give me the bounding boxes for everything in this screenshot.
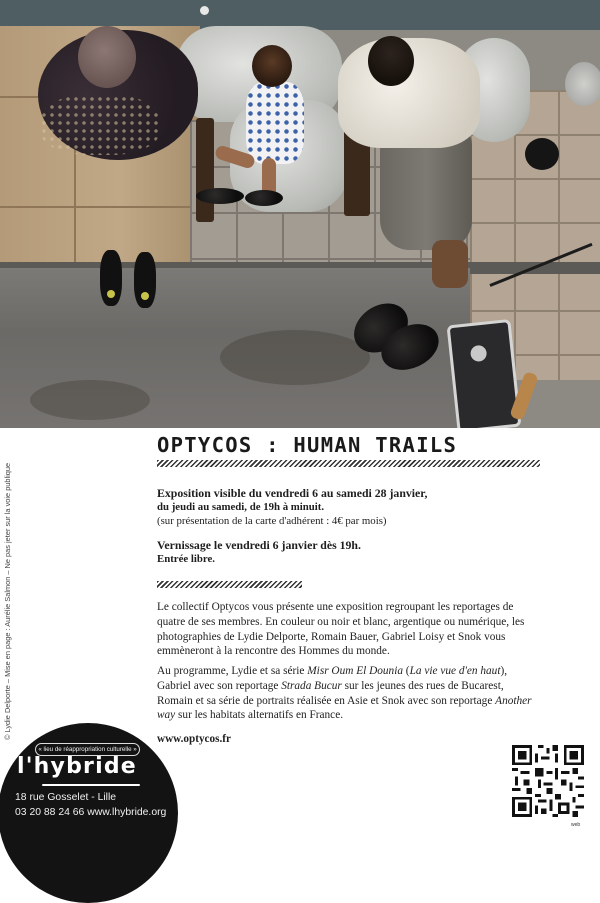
- dates-line-3: (sur présentation de la carte d'adhérent : 4€ par mois): [157, 515, 387, 527]
- photo-woman-head: [78, 26, 136, 88]
- title-divider: [157, 460, 540, 467]
- dates-line-2: du jeudi au samedi, de 19h à minuit.: [157, 501, 325, 513]
- poster-title: OPTYCOS : HUMAN TRAILS: [157, 433, 458, 457]
- opening-line-1: Vernissage le vendredi 6 janvier dès 19h.: [157, 538, 361, 552]
- dates-line-1: Exposition visible du vendredi 6 au samedi 28 janvier,: [157, 486, 428, 500]
- photo-radio-dial: [470, 345, 488, 363]
- paragraph-2-title: Misr Oum El Dounia: [307, 665, 403, 677]
- description-paragraph-2: [157, 664, 542, 723]
- venue-name: l'hybride: [17, 754, 137, 779]
- opening-line-2: Entrée libre.: [157, 553, 215, 565]
- photo-child-shoe: [245, 190, 283, 206]
- photo-bench-post: [196, 118, 214, 222]
- photo-sandal-strap: [141, 292, 149, 300]
- venue-address: 18 rue Gosselet - Lille: [15, 792, 117, 803]
- photo-child-head: [252, 45, 292, 87]
- paragraph-2-text: sur les habitats alternatifs en France.: [175, 709, 344, 722]
- paragraph-2-text: ), Gabriel avec son reportage: [157, 665, 508, 692]
- paragraph-2-text: Au programme, Lydie et sa série: [157, 665, 308, 677]
- photo-man-head: [368, 36, 414, 86]
- venue-contact: 03 20 88 24 66 www.lhybride.org: [15, 807, 167, 818]
- photo-child: [246, 82, 304, 164]
- section-divider: [157, 581, 302, 588]
- hero-photo: [0, 0, 600, 428]
- photo-woman-pattern: [40, 95, 160, 155]
- photo-stain: [30, 380, 150, 420]
- photo-wall-bolt: [200, 6, 209, 15]
- photo-child-shoe: [196, 188, 244, 204]
- photo-credit: © Lydie Delporte – Mise en page : Aurélie Salmon – Ne pas jeter sur la voie publique: [3, 462, 12, 740]
- photo-cardboard-seam: [0, 206, 200, 208]
- paragraph-2-text: (: [402, 665, 410, 677]
- paragraph-2-text: sur les jeunes des rues de Bucarest, Romain et sa série de portraits réalisée en Asie et Snok avec son reportage: [157, 679, 504, 707]
- photo-stain: [220, 330, 370, 385]
- photo-sandal-strap: [107, 290, 115, 298]
- venue-name-underline: [42, 784, 140, 786]
- venue-tagline: « lieu de réappropriation culturelle »: [35, 743, 140, 756]
- description-paragraph-1: Le collectif Optycos vous présente une exposition regroupant les reportages de quatre de ses membres. En couleur ou noir et blanc, argentique ou numérique, les photographies de Lydie Delporte, Romain Bauer, Gabriel Loisy et Snok vous emmèneront à la rencontre des Hommes du monde.: [157, 601, 525, 658]
- qr-label: web: [571, 822, 581, 828]
- paragraph-2-title: Strada Bucur: [281, 679, 342, 692]
- photo-bucket: [565, 62, 600, 106]
- photo-man-foot: [432, 240, 468, 288]
- paragraph-2-title: Another way: [157, 694, 532, 722]
- website-link[interactable]: www.optycos.fr: [157, 733, 231, 745]
- paragraph-2-title: La vie vue d'en haut: [409, 665, 501, 677]
- qr-code-icon[interactable]: [512, 745, 584, 817]
- photo-drain: [525, 138, 559, 170]
